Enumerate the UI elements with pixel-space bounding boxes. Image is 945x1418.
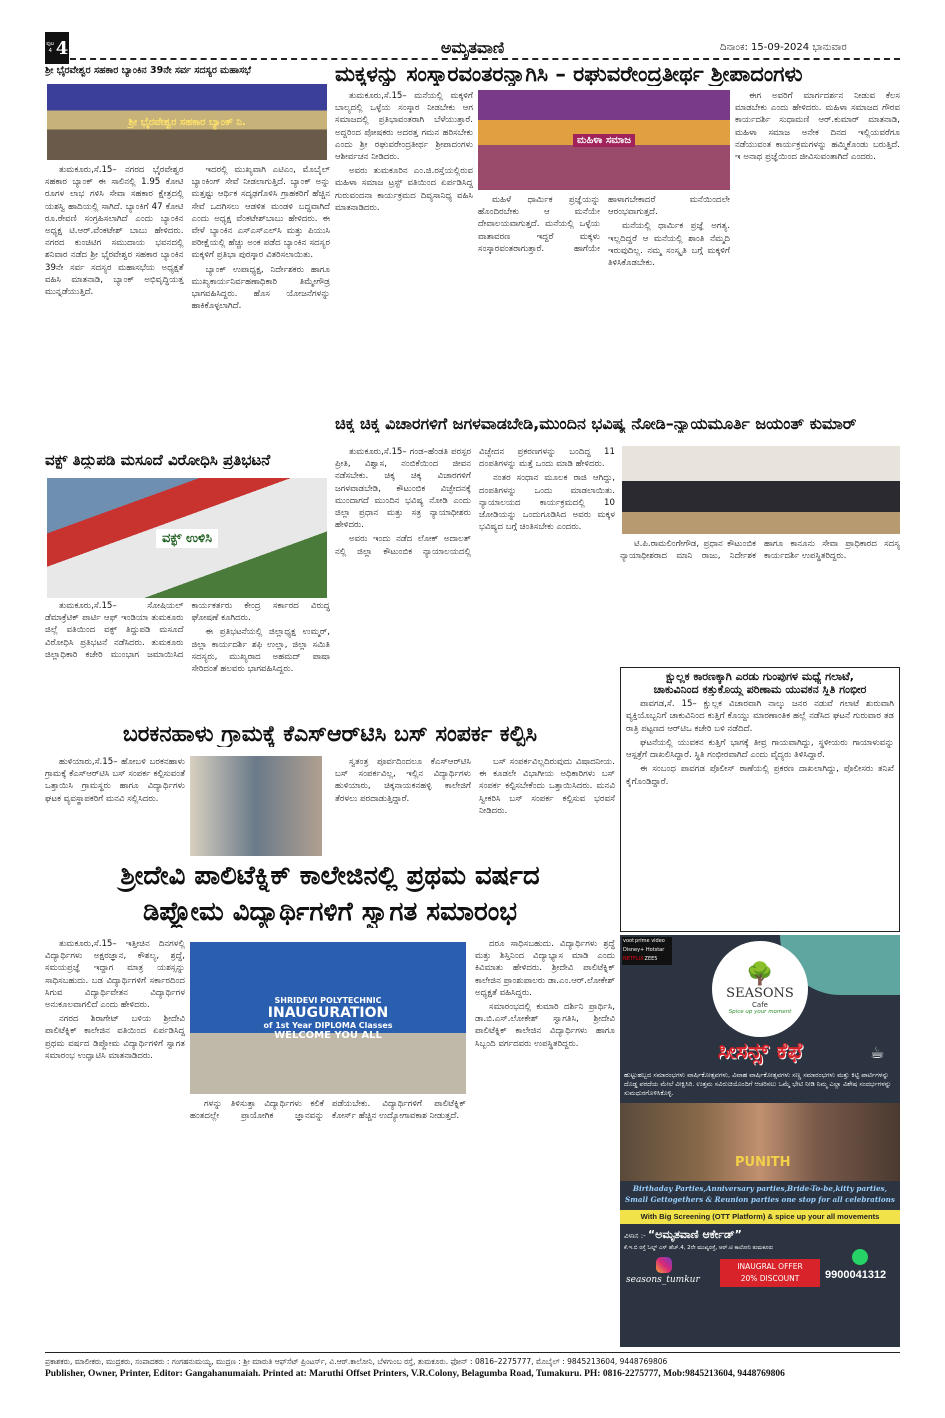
justice-photo [622,446,900,534]
paragraph: ಈ ಪ್ರತಿಭಟನೆಯಲ್ಲಿ ಜಿಲ್ಲಾಧ್ಯಕ್ಷ ಉಮ್ಮರ್, ಜಿಲ್ಲಾ ಕಾರ್ಯದರ್ಶಿ ಶಫಿ ಉಲ್ಲಾ, ಜಿಲ್ಲಾ ಸಮಿತಿ ಸದಸ್ಯರು, ಮುಖ್ಯರಾದ ಅಹಮದ್ ಪಾಷಾ ಸೇರಿದಂತೆ ಹಲವರು ಭಾಗವಹಿಸಿದ್ದರು. [191,627,330,675]
screening-banner: With Big Screening (OTT Platform) & spice up your all movements [620,1210,900,1224]
cafe-photo [620,1103,900,1181]
seasons-cafe-ad [620,935,900,1347]
bus-body-col1 [45,756,185,858]
logo-text: SEASONS [726,985,794,1001]
bank-photo-banner: ಶ್ರೀ ಭೈರವೇಶ್ವರ ಸಹಕಾರ ಬ್ಯಾಂಕ್ ನಿ. [128,116,246,128]
ott-label: ZEE5 [644,956,658,962]
paragraph: ಮನೆಯಲ್ಲಿ ಧಾರ್ಮಿಕ ಪ್ರಜ್ಞೆ ಅಗತ್ಯ. ಇಲ್ಲದಿದ್ದರೆ ಆ ಮನೆಯಲ್ಲಿ ಶಾಂತಿ ನೆಮ್ಮದಿ ಇರುವುದಿಲ್ಲ. ನಮ್ಮ ಸಂಸ್ಕೃತಿ ಬಗ್ಗೆ ಮಕ್ಕಳಿಗೆ ತಿಳಿಸಿಕೊಡಬೇಕು. [608,221,730,269]
paragraph: ಮಹಿಳೆ ಧಾರ್ಮಿಕ ಪ್ರಜ್ಞೆಯನ್ನು ಹೊಂದಿರಬೇಕು ಆ ಮನೆಯೇ ದೇವಾಲಯವಾಗುತ್ತದೆ. ಮನೆಯಲ್ಲಿ ಒಳ್ಳೆಯ ವಾತಾವರಣ ಇದ್ದರೆ ಮಕ್ಕಳು ಸಂಸ್ಕಾರವಂತರಾಗುತ್ತಾರೆ. ಹಾಗೆಯೇ ಹಾಳಾಗಬೇಕಾದರೆ ಮನೆಯಿಂದಲೇ ಆರಂಭವಾಗುತ್ತದೆ. [478,195,730,254]
ott-label: Disney+ Hotstar [623,947,665,953]
instagram-icon [656,1257,672,1273]
footer-english: Publisher, Owner, Printer, Editor: Gangahanumaiah. Printed at: Maruthi Offset Printers, V.R.Colony, Belagumba Road, Tumakuru. PH: 0816-2275777, Mob:9845213604, 9448769806 [45,1369,785,1379]
paragraph: ಗಳನ್ನು ತಿಳಿಸುತ್ತಾ ವಿದ್ಯಾರ್ಥಿಗಳು ಕಲಿಕೆ ಹಂತದಲ್ಲೇ ಪ್ರಾಯೋಗಿಕ ಜ್ಞಾನವನ್ನು ಪಡೆಯಬೇಕು. ವಿದ್ಯಾರ್ಥಿಗಳಿಗೆ ಪಾಲಿಟೆಕ್ನಿಕ್ ಕೋರ್ಸ್ ಹೆಚ್ಚಿನ ಉದ್ಯೋಗಾವಕಾಶ ನೀಡುತ್ತದೆ. [190,1099,466,1122]
justice-body [335,446,615,718]
balloon-name: PUNITH [735,1155,791,1170]
paragraph: ಬ್ಯಾಂಕ್ ಉಪಾಧ್ಯಕ್ಷ, ನಿರ್ದೇಶಕರು ಹಾಗೂ ಮುಖ್ಯಕಾರ್ಯನಿರ್ವಹಣಾಧಿಕಾರಿ ತಿಮ್ಮೇಗೌಡ್ರ ಭಾಗವಹಿಸಿದ್ದರು. ಹೊಸ ಯೋಜನೆಗಳನ್ನು ಹಾಕಿಕೊಳ್ಳಲಾಗಿದೆ. [191,264,330,312]
paragraph: ನಗರದ ಶಿರಾಗೇಟ್ ಬಳಿಯ ಶ್ರೀದೇವಿ ಪಾಲಿಟೆಕ್ನಿಕ್ ಕಾಲೇಜಿನ ವತಿಯಿಂದ ಏರ್ಪಡಿಸಿದ್ದ ಪ್ರಥಮ ವರ್ಷದ ಡಿಪ್ಲೋಮ ವಿದ್ಯಾರ್ಥಿಗಳಿಗೆ ಸ್ವಾಗತ ಸಮಾರಂಭ ಉದ್ಘಾಟಿಸಿ ಮಾತನಾಡಿದರು. [45,1014,185,1061]
paragraph: ಟಿ.ಪಿ.ರಾಮಲಿಂಗೇಗೌಡ, ಪ್ರಧಾನ ಕೌಟುಂಬಿಕ ನ್ಯಾಯಾಧೀಶರಾದ ಮಾನಿ ರಾಜು, ನಿರ್ದೇಶಕ ಹಾಗೂ ಕಾನೂನು ಸೇವಾ ಪ್ರಾಧಿಕಾರದ ಸದಸ್ಯ ಕಾರ್ಯದರ್ಶಿ ಉಪಸ್ಥಿತರಿದ್ದರು. [620,539,900,562]
paragraph: ಹುಳಿಯಾರು,ಸೆ.15– ಹೋಬಳಿ ಬರಕನಹಾಳು ಗ್ರಾಮಕ್ಕೆ ಕೆಎಸ್‌ಆರ್‌ಟಿಸಿ ಬಸ್ ಸಂಪರ್ಕ ಕಲ್ಪಿಸುವಂತೆ ಒತ್ತಾಯಿಸಿ ಗ್ರಾಮಸ್ಥರು ಹಾಗೂ ವಿದ್ಯಾರ್ಥಿಗಳು ಘಟಕ ವ್ಯವಸ್ಥಾಪಕರಿಗೆ ಮನವಿ ಸಲ್ಲಿಸಿದರು. [45,757,185,804]
address [624,1228,742,1242]
logo-sub: Cafe [752,1000,768,1009]
knife-body [621,696,899,921]
polytechnic-body-col1 [45,938,185,1346]
waqf-body [45,600,330,718]
sanskara-photo-banner: ಮಹಿಳಾ ಸಮಾಜ [573,134,635,147]
paragraph: ಈಗ ಅವರಿಗೆ ಮಾರ್ಗದರ್ಶನ ನೀಡುವ ಕೆಲಸ ಮಾಡಬೇಕು ಎಂದು ಹೇಳಿದರು. ಮಹಿಳಾ ಸಮಾಜದ ಗೌರವ ಕಾರ್ಯದರ್ಶಿ ಸುಧಾಮಣಿ ಆರ್.ಕುಮಾರ್ ಮಾತನಾಡಿ, ಮಹಿಳಾ ಸಮಾಜ ಅನೇಕ ದಿನದ ಇಲ್ಲಿಯವರೆಗೂ ನಡೆಯುವಂತ ಕಾರ್ಯಕ್ರಮಗಳನ್ನು ಹಮ್ಮಿಕೊಂಡು ಬರುತ್ತಿದೆ. ಇ ಅನಾಥ ಪ್ರಜ್ಞೆಯಿಂದ ಜೀವಿಸುವಂತಾಗಿದೆ ಎಂದರು. [735,91,900,163]
tagline: Spice up your moment [728,1008,792,1015]
address-name: “ಅಮೃತವಾಣಿ ಆರ್ಕೇಡ್” [647,1228,742,1241]
paragraph: ತುಮಕೂರು,ಸೆ.15– ಇತ್ತೀಚಿನ ದಿನಗಳಲ್ಲಿ ವಿದ್ಯಾರ್ಥಿಗಳು ಅಕ್ಷರಜ್ಞಾನ, ಕೌಶಲ್ಯ, ಶ್ರದ್ಧೆ, ಸಮಯಪ್ರಜ್ಞೆ ಇದ್ದಾಗ ಮಾತ್ರ ಯಶಸ್ಸನ್ನು ಸಾಧಿಸಬಹುದು. ಬಡ ವಿದ್ಯಾರ್ಥಿಗಳಿಗೆ ಸರ್ಕಾರದಿಂದ ಸಿಗುವ ವಿದ್ಯಾರ್ಥಿವೇತನ ವಿದ್ಯಾರ್ಥಿಗಳ ಅನುಕೂಲವಾಗಲಿದೆ ಎಂದು ಹೇಳಿದರು. [45,939,185,1011]
polytechnic-headline-2: ಡಿಪ್ಲೋಮ ವಿದ್ಯಾರ್ಥಿಗಳಿಗೆ ಸ್ವಾಗತ ಸಮಾರಂಭ [142,898,518,927]
offer-banner [720,1259,820,1287]
polytechnic-photo [190,942,466,1094]
ott-label: prime video [635,938,665,944]
masthead: ಅಮೃತವಾಣಿ [440,38,505,57]
bank-body [45,164,330,450]
paragraph: ತುಮಕೂರು,ಸೆ.15– ಸೋಷಿಯಲ್ ಡೆಮಾಕ್ರೆಟಿಕ್ ಪಾರ್ಟಿ ಆಫ್ ಇಂಡಿಯಾ ತುಮಕೂರು ಜಿಲ್ಲೆ ವತಿಯಿಂದ ವಕ್ಫ್ ತಿದ್ದುಪಡಿ ಮಸೂದೆ ವಿರೋಧಿಸಿ ಪ್ರತಿಭಟನೆ ನಡೆಸಿದರು. ತುಮಕೂರು ಜಿಲ್ಲಾಧಿಕಾರಿ ಕಚೇರಿ ಮುಂಭಾಗ ಜಮಾಯಿಸಿದ ಕಾರ್ಯಕರ್ತರು ಕೇಂದ್ರ ಸರ್ಕಾರದ ವಿರುದ್ಧ ಘೋಷಣೆ ಕೂಗಿದರು. [45,601,330,660]
banner-sub: of 1st Year DIPLOMA Classes [263,1020,393,1030]
tree-icon: 🌳 [746,961,774,987]
paragraph: ಪಾವಗಡ,ಸೆ. 15– ಕ್ಷುಲ್ಲಕ ವಿಚಾರವಾಗಿ ನಾಲ್ಕು ಜನರ ನಡುವೆ ಗಲಾಟೆ ಶುರುವಾಗಿ ವ್ಯಕ್ತಿಯೊಬ್ಬನಿಗೆ ಚಾಕುವಿನಿಂದ ಕುತ್ತಿಗೆ ಕೊಯ್ದು ಮಾರಣಾಂತಿಕ ಹಲ್ಲೆ ನಡೆಸಿದ ಘಟನೆ ಗುರುವಾರ ತಡ ರಾತ್ರಿ ಪಟ್ಟಣದ ಆರ್‌ಟಿಒ ಕಚೇರಿ ಬಳಿ ನಡೆದಿದೆ. [626,699,894,734]
page-label: ಪುಟ 4 [46,41,55,54]
waqf-photo [47,478,327,598]
paragraph: ಸ್ವತಂತ್ರ ಪೂರ್ವದಿಂದಲೂ ಕೆಎಸ್‌ಆರ್‌ಟಿಸಿ ಬಸ್ ಸಂಪರ್ಕವಿಲ್ಲ, ಇಲ್ಲಿನ ವಿದ್ಯಾರ್ಥಿಗಳು ಹುಳಿಯಾರು, ಚಿಕ್ಕನಾಯಕನಹಳ್ಳಿ ಕಾಲೇಜಿಗೆ ತೆರಳಲು ಪರದಾಡುತ್ತಿದ್ದಾರೆ. [335,757,471,804]
ott-logos [622,937,672,965]
bus-photo [190,756,322,856]
page-number: 4 [55,37,69,59]
polytechnic-headline-1: ಶ್ರೀದೇವಿ ಪಾಲಿಟೆಕ್ನಿಕ್ ಕಾಲೇಜಿನಲ್ಲಿ ಪ್ರಥಮ ವರ್ಷದ [120,862,540,891]
banner-title: INAUGURATION [267,1004,389,1021]
ad-description: ಹುಟ್ಟುಹಬ್ಬದ ಸಮಾರಂಭಗಳು ವಾರ್ಷಿಕೋತ್ಸವಗಳು, ವಿವಾಹ ವಾರ್ಷಿಕೋತ್ಸವಗಳು ಸಣ್ಣ ಸಮಾರಂಭಗಳು ಮತ್ತು ಕಿಟ್ಟಿ ಪಾರ್ಟಿಗಳನ್ನು ದೊಡ್ಡ ಪರದೆಯ ಮೇಲೆ ವೀಕ್ಷಿಸಿರಿ. ಉತ್ತಮ ಸವಿರುಚಿಯೊಂದಿಗೆ ಆಚರಿಸಲು ಒಮ್ಮೆ ಭೇಟಿ ನೀಡಿ ನಿಮ್ಮ ಎಲ್ಲಾ ವಿಶೇಷ ಸಂದರ್ಭಗಳನ್ನು ಸುಮಧುರಗೊಳಿಸಿಕೊಳ್ಳಿ. [624,1071,892,1097]
paragraph: ತುಮಕೂರು,ಸೆ.15– ನಗರದ ಭೈರವೇಶ್ವರ ಸಹಕಾರ ಬ್ಯಾಂಕ್ ಈ ಸಾಲಿನಲ್ಲಿ 1.95 ಕೋಟಿ ರೂಗಳ ಲಾಭ ಗಳಿಸಿ ಸೇವಾ ಸಹಕಾರ ಕ್ಷೇತ್ರದಲ್ಲಿ ಯಶಸ್ವಿ ಹಾದಿಯಲ್ಲಿ ಸಾಗಿದೆ. ಬ್ಯಾಂಕಿಗೆ 47 ಕೋಟಿ ರೂ.ಠೇವಣಿ ಸಂಗ್ರಹಿಸಲಾಗಿದೆ ಎಂದು ಬ್ಯಾಂಕಿನ ಅಧ್ಯಕ್ಷ ಟಿ.ಆರ್.ವೆಂಕಟೇಶ್ ಬಾಬು ಹೇಳಿದರು. ನಗರದ ಕುಂಚಿಟಿಗ ಸಮುದಾಯ ಭವನದಲ್ಲಿ ಶನಿವಾರ ನಡೆದ ಶ್ರೀ ಭೈರವೇಶ್ವರ ಸಹಕಾರ ಬ್ಯಾಂಕಿನ 39ನೇ ಸರ್ವ ಸದಸ್ಯರ ಮಹಾಸಭೆಯ ಅಧ್ಯಕ್ಷತೆ ವಹಿಸಿ ಮಾತನಾಡಿ, ಬ್ಯಾಂಕ್ ಅಭಿವೃದ್ಧಿಯತ್ತ ಮುನ್ನಡೆಯುತ್ತಿದೆ. [45,165,184,298]
justice-headline: ಚಿಕ್ಕ ಚಿಕ್ಕ ವಿಚಾರಗಳಿಗೆ ಜಗಳವಾಡಬೇಡಿ,ಮುಂದಿನ ಭವಿಷ್ಯ ನೋಡಿ–ನ್ಯಾಯಮೂರ್ತಿ ಜಯಂತ್ ಕುಮಾರ್ [335,415,857,433]
paragraph: ಸಮಾರಂಭದಲ್ಲಿ ಕುಮಾರಿ ದರ್ಶಿನಿ ಪ್ರಾರ್ಥಿಸಿ, ಡಾ.ಬಿ.ಎಸ್.ಲೋಕೇಶ್ ಸ್ವಾಗತಿಸಿ, ಶ್ರೀದೇವಿ ಪಾಲಿಟೆಕ್ನಿಕ್ ಕಾಲೇಜಿನ ವಿದ್ಯಾರ್ಥಿಗಳು ಹಾಗೂ ಸಿಬ್ಬಂದಿ ವರ್ಗದವರು ಉಪಸ್ಥಿತರಿದ್ದರು. [475,1002,615,1049]
whatsapp-icon [852,1249,868,1265]
sanskara-body-col2 [478,194,730,410]
polytechnic-body-col2 [190,1098,466,1346]
knife-article-box [620,667,900,932]
footer-divider [45,1352,900,1353]
offer-line: INAUGRAL OFFER [737,1262,803,1271]
footer-kannada: ಪ್ರಕಾಶಕರು, ಮಾಲೀಕರು, ಮುದ್ರಕರು, ಸಂಪಾದಕರು : ಗಂಗಹನುಮಯ್ಯ, ಮುದ್ರಣ : ಶ್ರೀ ಮಾರುತಿ ಆಫ್‌ಸೆಟ್ ಪ್ರಿಂಟರ್ಸ್, ವಿ.ಆರ್.ಕಾಲೋನಿ, ಬೆಳಗುಂಬ ರಸ್ತೆ, ತುಮಕೂರು. ಫೋನ್ : 0816–2275777, ಮೊಬೈಲ್ : 9845213604, 9448769806 [45,1357,668,1366]
college-name: SHRIDEVI POLYTECHNIC [274,995,382,1005]
paragraph: ಬಸ್ ಸಂಪರ್ಕವಿಲ್ಲದಿರುವುದು ವಿಷಾದನೀಯ. ಈ ಕೂಡಲೇ ವಿಭಾಗೀಯ ಅಧಿಕಾರಿಗಳು ಬಸ್ ಸಂಪರ್ಕ ಕಲ್ಪಿಸಬೇಕೆಂದು ಒತ್ತಾಯಿಸಿದರು. ಮನವಿ ಸ್ವೀಕರಿಸಿ ಬಸ್ ಸಂಪರ್ಕ ಕಲ್ಪಿಸುವ ಭರವಸೆ ನೀಡಿದರು. [479,757,615,816]
cafe-name: ಸೀಸನ್ಸ್ ಕೆಫೆ [717,1039,803,1064]
knife-headline-2: ಚಾಕುವಿನಿಂದ ಕತ್ತುಕೊಯ್ದ ಪರಿಣಾಮ ಯುವಕನ ಸ್ಥಿತಿ ಗಂಭೀರ [653,683,867,696]
paragraph: ಅವರು ಇಂದು ನಡೆದ ಲೋಕ್ ಅದಾಲತ್ ನಲ್ಲಿ ಜಿಲ್ಲಾ ಕೌಟುಂಬಿಕ ನ್ಯಾಯಾಲಯದಲ್ಲಿ ವಿಚ್ಛೇದನ ಪ್ರಕರಣಗಳನ್ನು ಬಂದಿದ್ದ 11 ದಂಪತಿಗಳನ್ನು ಮತ್ತೆ ಒಂದು ಮಾಡಿ ಹೇಳಿದರು. [335,447,615,557]
ad-phone[interactable]: 9900041312 [825,1269,887,1281]
ad-english-line: Small Gettogethers & Reunion parties one stop for all celebrations [625,1195,895,1204]
waqf-photo-banner: ವಕ್ಫ್ ಉಳಿಸಿ [156,529,218,548]
cafe-logo [712,941,808,1037]
waqf-headline: ವಕ್ಫ್ ತಿದ್ದುಪಡಿ ಮಸೂದೆ ವಿರೋಧಿಸಿ ಪ್ರತಿಭಟನೆ [45,452,271,469]
ad-english-line: Birthaday Parties,Anniversary parties,Bride-To-be,kitty parties, [632,1184,888,1193]
paragraph: ಈ ಸಂಬಂಧ ಪಾವಗಡ ಪೊಲೀಸ್ ಠಾಣೆಯಲ್ಲಿ ಪ್ರಕರಣ ದಾಖಲಾಗಿದ್ದು, ಪೊಲೀಸರು ತನಿಖೆ ಕೈಗೊಂಡಿದ್ದಾರೆ. [626,764,894,787]
banner-welcome: WELCOME YOU ALL [274,1029,382,1041]
offer-line: 20% DISCOUNT [740,1274,800,1283]
bus-headline: ಬರಕನಹಾಳು ಗ್ರಾಮಕ್ಕೆ ಕೆಎಸ್‌ಆರ್‌ಟಿಸಿ ಬಸ್ ಸಂಪರ್ಕ ಕಲ್ಪಿಸಿ [122,722,538,747]
ad-english-lines [620,1183,900,1205]
polytechnic-body-col3 [475,938,615,1346]
sanskara-headline: ಮಕ್ಕಳನ್ನು ಸಂಸ್ಕಾರವಂತರನ್ನಾಗಿಸಿ – ರಘುವರೇಂದ್ರತೀರ್ಥ ಶ್ರೀಪಾದಂಗಳು [335,62,803,86]
bank-photo [47,84,327,160]
paragraph: ತುಮಕೂರು,ಸೆ.15– ಗಂಡ–ಹೆಂಡತಿ ಪರಸ್ಪರ ಪ್ರೀತಿ, ವಿಶ್ವಾಸ, ನಂಬಿಕೆಯಿಂದ ಜೀವನ ನಡೆಸಬೇಕು. ಚಿಕ್ಕ ಚಿಕ್ಕ ವಿಚಾರಗಳಿಗೆ ಜಗಳವಾಡಬೇಡಿ, ಕೌಟುಂಬಿಕ ವಿಚ್ಛೇದನಕ್ಕೆ ಮುಂದಾಗದೆ ಮುಂದಿನ ಭವಿಷ್ಯ ನೋಡಿ ಎಂದು ಜಿಲ್ಲಾ ಪ್ರಧಾನ ಮತ್ತು ಸತ್ರ ನ್ಯಾಯಾಧೀಶರು ಹೇಳಿದರು. [335,447,471,531]
address-label: ವಿಳಾಸ :- [624,1232,646,1240]
sanskara-body-col1 [335,90,473,410]
ott-label: voot [623,938,635,944]
knife-headline-1: ಕ್ಷುಲ್ಲಕ ಕಾರಣಕ್ಕಾಗಿ ಎರಡು ಗುಂಪುಗಳ ಮಧ್ಯೆ ಗಲಾಟೆ, [666,671,854,683]
paragraph: ತುಮಕೂರು,ಸೆ.15– ಮನೆಯಲ್ಲಿ ಮಕ್ಕಳಿಗೆ ಬಾಲ್ಯದಲ್ಲಿ ಒಳ್ಳೆಯ ಸಂಸ್ಕಾರ ನೀಡಬೇಕು ಆಗ ಸಮಾಜದಲ್ಲಿ ಪ್ರತಿಭಾವಂತರಾಗಿ ಬೆಳೆಯುತ್ತಾರೆ. ಅದ್ದರಿಂದ ಪೋಷಕರು ಅದರತ್ತ ಗಮನ ಹರಿಸಬೇಕು ಎಂದು ಶ್ರೀ ರಘುವರೇಂದ್ರತೀರ್ಥ ಶ್ರೀಪಾದಂಗಳು ಆಶೀರ್ವಚನ ನೀಡಿದರು. [335,91,473,163]
issue-date: ದಿನಾಂಕ: 15-09-2024 ಭಾನುವಾರ [720,42,847,53]
paragraph: ಘಟನೆಯಲ್ಲಿ ಯುವಕನ ಕುತ್ತಿಗೆ ಭಾಗಕ್ಕೆ ತೀವ್ರ ಗಾಯವಾಗಿದ್ದು, ಸ್ಥಳೀಯರು ಗಾಯಾಳುವನ್ನು ಆಸ್ಪತ್ರೆಗೆ ದಾಖಲಿಸಿದ್ದಾರೆ. ಸ್ಥಿತಿ ಗಂಭೀರವಾಗಿದೆ ಎಂದು ವೈದ್ಯರು ತಿಳಿಸಿದ್ದಾರೆ. [626,737,894,761]
ott-label: NETFLIX [623,956,644,962]
sanskara-photo [478,90,730,190]
coffee-cup-icon: ☕ [870,1043,885,1062]
instagram-handle[interactable]: seasons_tumkur [626,1275,700,1285]
paragraph: ನಂತರ ಸಂಧಾನ ಮೂಲಕ ರಾಜಿ ಆಗಿದ್ದು, ದಂಪತಿಗಳನ್ನು ಒಂದು ಮಾಡಲಾಯಿತು. ನ್ಯಾಯಾಲಯದ ಕಾರ್ಯಕ್ರಮದಲ್ಲಿ 10 ಜೋಡಿಯನ್ನು ಒಂದುಗೂಡಿಸಿದ ಅವರು ಮಕ್ಕಳ ಭವಿಷ್ಯದ ಬಗ್ಗೆ ಚಿಂತಿಸಬೇಕು ಎಂದರು. [479,473,615,533]
paragraph: ಅವರು ತುಮಕೂರಿನ ಎಂ.ಜಿ.ರಸ್ತೆಯಲ್ಲಿರುವ ಮಹಿಳಾ ಸಮಾಜ ಟ್ರಸ್ಟ್ ವತಿಯಿಂದ ಏರ್ಪಡಿಸಿದ್ದ ಗುರುವಂದನಾ ಕಾರ್ಯಕ್ರಮದ ದಿವ್ಯಸಾನಿಧ್ಯ ವಹಿಸಿ ಮಾತನಾಡಿದರು. [335,166,473,213]
header-divider [70,58,900,60]
paragraph: ಇದರಲ್ಲಿ ಮುಖ್ಯವಾಗಿ ಎಟಿಎಂ, ಮೊಬೈಲ್ ಬ್ಯಾಂಕಿಂಗ್ ಸೇವೆ ನೀಡಲಾಗುತ್ತಿದೆ. ಬ್ಯಾಂಕ್ ಅನ್ನು ಮತ್ತಷ್ಟು ಆರ್ಥಿಕ ಸದೃಢಗೊಳಿಸಿ ಗ್ರಾಹಕರಿಗೆ ಹೆಚ್ಚಿನ ಸೇವೆ ಒದಗಿಸಲು ಆಡಳಿತ ಮಂಡಳಿ ಬದ್ಧವಾಗಿದೆ ಎಂದು ಅಧ್ಯಕ್ಷ ವೆಂಕಟೇಶ್‌ಬಾಬು ಹೇಳಿದರು. ಈ ವೇಳೆ ಬ್ಯಾಂಕಿನ ಎಸ್‌ಎಸ್‌ಎಲ್‌ಸಿ ಮತ್ತು ಪಿಯುಸಿ ಪರೀಕ್ಷೆಯಲ್ಲಿ ಹೆಚ್ಚು ಅಂಕ ಪಡೆದ ಬ್ಯಾಂಕಿನ ಸದಸ್ಯರ ಮಕ್ಕಳಿಗೆ ಪ್ರತಿಭಾ ಪುರಸ್ಕಾರ ವಿತರಿಸಲಾಯಿತು. [191,165,330,261]
bank-headline: ಶ್ರೀ ಭೈರವೇಶ್ವರ ಸಹಕಾರ ಬ್ಯಾಂಕಿನ 39ನೇ ಸರ್ವ ಸದಸ್ಯರ ಮಹಾಸಭೆ [45,66,252,76]
sanskara-body-col3 [735,90,900,410]
justice-body-right [620,538,900,663]
bus-body-col2 [335,756,615,858]
address-line: ಕೆ.ಇ.ಬಿ ರಸ್ತೆ ಓಲ್ಡ್ ಎಸ್ ಹೆಚ್.4, 2ನೇ ಮುಖ್ಯರಸ್ತೆ, ಆರ್.ಟಿ ಕಾಲೋನಿ ತುಮಕೂರು [624,1245,774,1251]
paragraph: ದರೂ ಸಾಧಿಸಬಹುದು. ವಿದ್ಯಾರ್ಥಿಗಳು ಶ್ರದ್ಧೆ ಮತ್ತು ಶಿಸ್ತಿನಿಂದ ವಿದ್ಯಾಭ್ಯಾಸ ಮಾಡಿ ಎಂದು ಕಿವಿಮಾತು ಹೇಳಿದರು. ಶ್ರೀದೇವಿ ಪಾಲಿಟೆಕ್ನಿಕ್ ಕಾಲೇಜಿನ ಪ್ರಾಂಶುಪಾಲರು ಡಾ.ಎಂ.ಆರ್.ಲೋಕೇಶ್ ಅಧ್ಯಕ್ಷತೆ ವಹಿಸಿದ್ದರು. [475,939,615,998]
